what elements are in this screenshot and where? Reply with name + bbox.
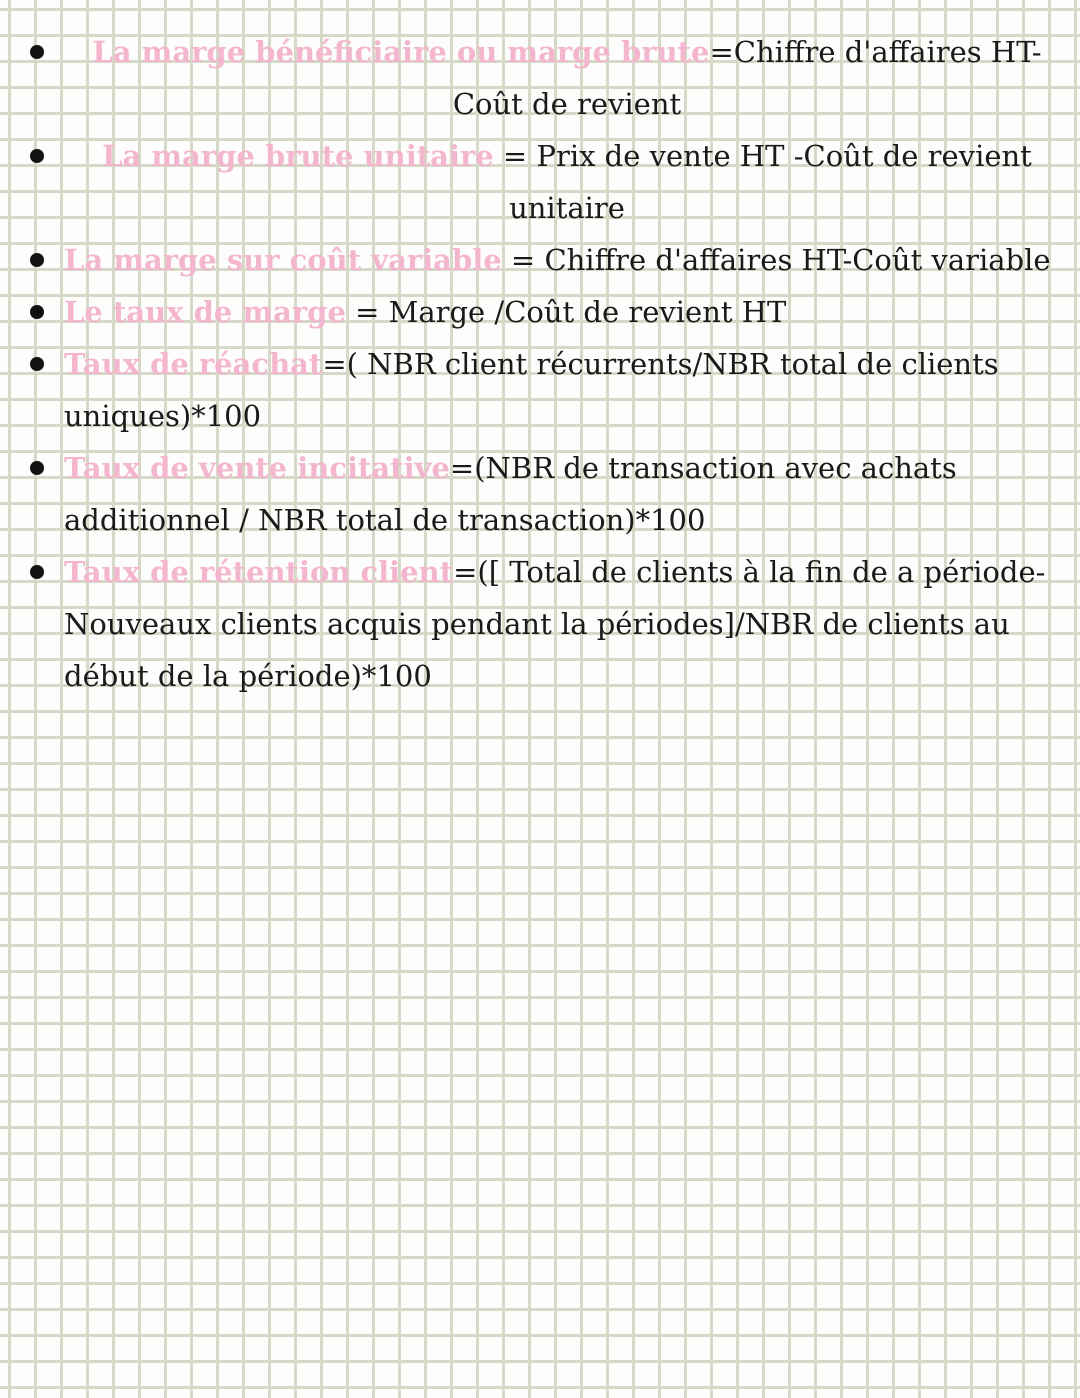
formula-definition: =Chiffre d'affaires HT-Coût de revient <box>452 35 1042 121</box>
formula-term: Taux de rétention client <box>64 555 454 589</box>
bullet-icon <box>30 461 44 475</box>
formula-term: La marge bénéficiaire ou marge brute <box>92 35 710 69</box>
bullet-icon <box>30 305 44 319</box>
formula-term: Le taux de marge <box>64 295 346 329</box>
bullet-icon <box>30 149 44 163</box>
formula-definition: =( NBR client récurrents/NBR total de clients uniques)*100 <box>64 347 999 433</box>
bullet-icon <box>30 565 44 579</box>
formula-definition: = Prix de vente HT -Coût de revient unitaire <box>493 139 1032 225</box>
formula-definition: =([ Total de clients à la fin de a période-Nouveaux clients acquis pendant la périodes]/NBR de clients au début de la période)*100 <box>64 555 1046 693</box>
bullet-icon <box>30 45 44 59</box>
list-item <box>64 338 1070 442</box>
formula-term: Taux de réachat <box>64 347 323 381</box>
list-item <box>64 286 1070 338</box>
formula-term: Taux de vente incitative <box>64 451 450 485</box>
list-item <box>64 546 1070 702</box>
formula-definition: =(NBR de transaction avec achats additionnel / NBR total de transaction)*100 <box>64 451 957 537</box>
formula-term: La marge sur coût variable <box>64 243 502 277</box>
list-item <box>64 442 1070 546</box>
list-item <box>64 26 1070 130</box>
formula-definition: = Marge /Coût de revient HT <box>345 295 787 329</box>
formula-definition: = Chiffre d'affaires HT-Coût variable <box>501 243 1051 277</box>
bullet-icon <box>30 253 44 267</box>
list-item <box>64 234 1070 286</box>
bullet-icon <box>30 357 44 371</box>
list-item <box>64 130 1070 234</box>
formula-term: La marge brute unitaire <box>102 139 494 173</box>
